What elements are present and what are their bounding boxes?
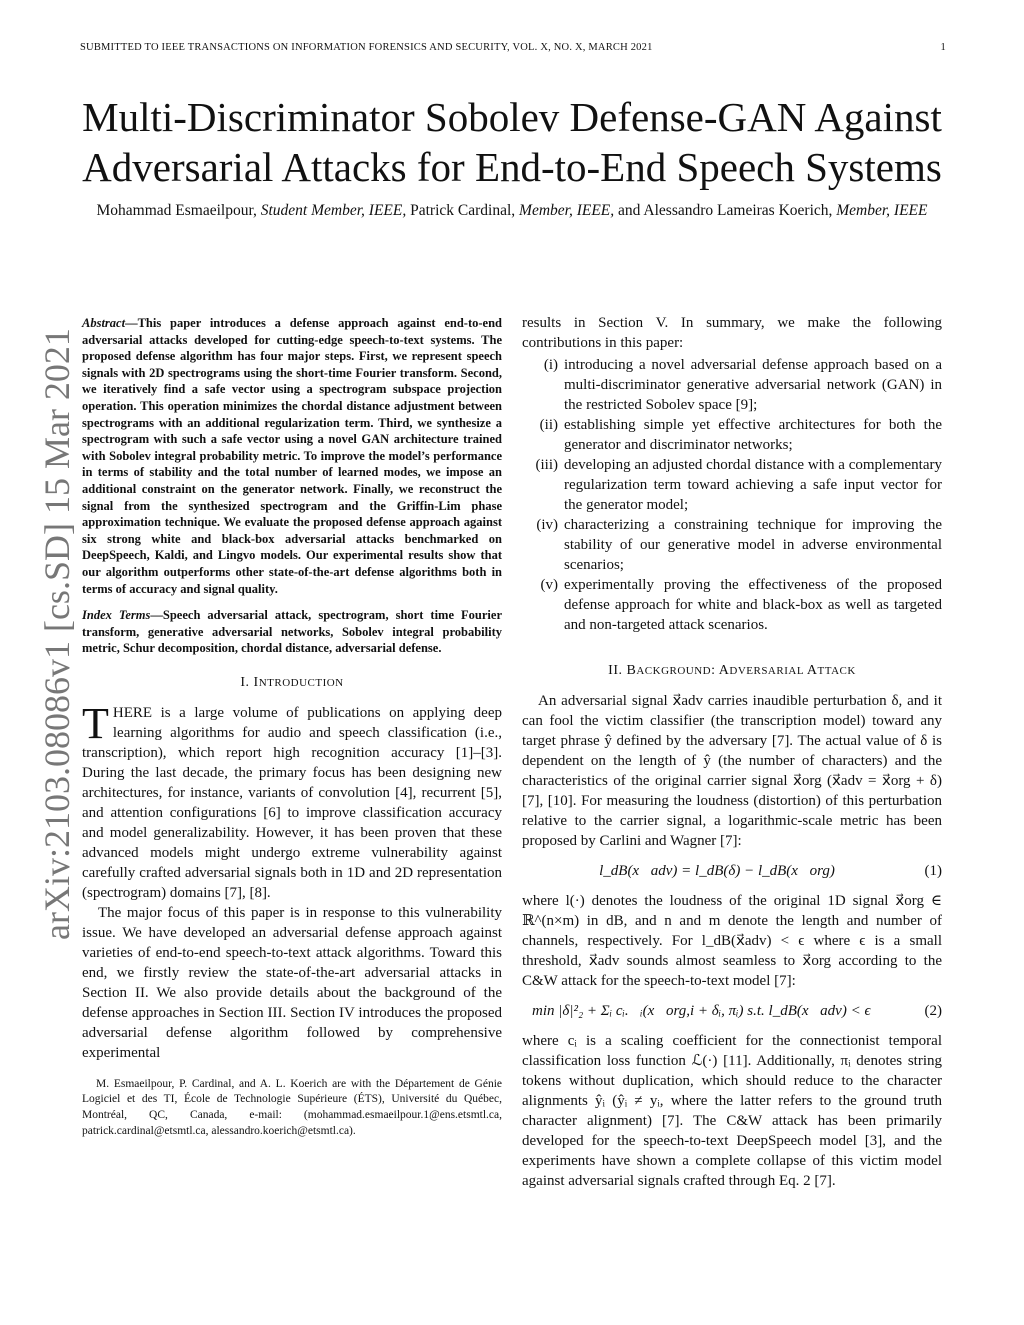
background-paragraph-2: where l(·) denotes the loudness of the original 1D signal x⃗org ∈ ℝ^(n×m) in dB, and n and m denote the length and number of channels, respectively. For l_dB(x⃗adv) < ϵ where ϵ is a small threshold, x⃗adv sounds almost seamless to x⃗org according to the C&W attack for the speech-to-text model [7]: xyxy=(522,893,942,989)
section-cap: B xyxy=(626,663,637,678)
index-terms xyxy=(82,607,502,657)
title-line-1: Multi-Discriminator Sobolev Defense-GAN Against xyxy=(82,94,942,140)
equation-body: l_dB(x⃗adv) = l_dB(δ) − l_dB(x⃗org) xyxy=(599,863,835,879)
section-cap: A xyxy=(806,663,818,678)
item-text: characterizing a constraining technique for improving the stability of our generative model in adverse environmental scenarios; xyxy=(564,517,942,573)
journal-line: SUBMITTED TO IEEE TRANSACTIONS ON INFORMATION FORENSICS AND SECURITY, VOL. X, NO. X, MARCH 2021 xyxy=(80,42,653,53)
section-rest: NTRODUCTION xyxy=(258,676,344,689)
item-text: introducing a novel adversarial defense approach based on a multi-discriminator generative adversarial network (GAN) in the restricted Sobolev space [9]; xyxy=(564,357,942,413)
left-column xyxy=(82,315,502,1139)
equation-body: min |δ|²₂ + Σᵢ cᵢ.ℒᵢ(x⃗org,i + δᵢ, πᵢ) s.t. l_dB(x⃗adv) < ϵ xyxy=(532,1003,871,1019)
item-number: (iii) xyxy=(535,457,558,473)
item-text: experimentally proving the effectiveness of the proposed defense approach for white and black-box as well as targeted and non-targeted attack scenarios. xyxy=(564,577,942,633)
drop-cap: T xyxy=(82,698,109,748)
section-cap: I xyxy=(253,674,259,690)
section-rest: DVERSARIAL xyxy=(729,665,807,677)
running-header xyxy=(80,42,946,53)
item-number: (v) xyxy=(540,577,558,593)
background-paragraph-1: An adversarial signal x⃗adv carries inaudible perturbation δ, and it can fool the victim classifier (the transcription model) toward any target phrase ŷ defined by the adversary [7]. The actual value of δ is dependent on the length of ŷ (the number of characters) and the characteristics of the original carrier signal x⃗org (x⃗adv = x⃗org + δ) [7], [10]. For measuring the loudness (distortion) of this perturbation relative to the carrier signal, a logarithmic-scale metric has been proposed by Carlini and Wagner [7]: xyxy=(522,693,942,849)
contrib-intro: results in Section V. In summary, we make the following contributions in this paper: xyxy=(522,315,942,351)
item-number: (iv) xyxy=(536,517,558,533)
item-text: developing an adjusted chordal distance with a complementary regularization term toward achieving a safe input vector for the generator model; xyxy=(564,457,942,513)
list-item xyxy=(522,355,942,415)
author-3-role: Member, IEEE xyxy=(836,202,928,219)
item-number: (ii) xyxy=(539,417,558,433)
section-heading-introduction xyxy=(82,673,502,693)
page-number: 1 xyxy=(940,42,946,53)
abstract-text: —This paper introduces a defense approach against end-to-end adversarial attacks developed for cutting-edge speech-to-text systems. The proposed defense algorithm has four major steps. First, we represent speech signals with 2D spectrograms using the short-time Fourier transform. Second, we iteratively find a safe vector using a spectrogram subspace projection operation. This operation minimizes the chordal distance adjustment between spectrograms with an additional regularization term. Third, we synthesize a spectrogram with such a safe vector using a novel GAN architecture trained with Sobolev integral probability metric. To improve the model’s performance in terms of stability and the total number of learned modes, we impose an additional constraint on the generator network. Finally, we reconstruct the signal from the synthesized spectrogram and the Griffin-Lim phase approximation technique. We evaluate the proposed defense approach against six strong white and black-box adversarial attacks benchmarked on DeepSpeech, Kaldi, and Lingvo models. Our experimental results show that our algorithm outperforms other state-of-the-art defense algorithms both in terms of accuracy and signal quality. xyxy=(82,316,502,596)
list-item xyxy=(522,515,942,575)
item-number: (i) xyxy=(543,357,558,373)
author-1: Mohammad Esmaeilpour, xyxy=(96,202,257,219)
section-sep: : xyxy=(711,663,719,678)
section-number: II. xyxy=(608,663,627,678)
section-rest: TTACK xyxy=(817,665,856,677)
title-line-2: Adversarial Attacks for End-to-End Speech Systems xyxy=(82,144,942,190)
contribution-list xyxy=(522,355,942,635)
index-terms-label: Index Terms xyxy=(82,608,151,623)
section-rest: ACKGROUND xyxy=(636,665,712,677)
intro-paragraph-2: The major focus of this paper is in response to this vulnerability issue. We have developed an adversarial defense approach against varieties of end-to-end speech-to-text attack algorithms. Toward this end, we firstly review the state-of-the-art adversarial attacks in Section II. We also provide details about the background of the defense approaches in Section III. Section IV introduces the proposed adversarial defense algorithm followed by comprehensive experimental xyxy=(82,904,502,1061)
author-list xyxy=(70,200,954,221)
equation-1 xyxy=(522,861,942,881)
list-item xyxy=(522,575,942,635)
paper-title xyxy=(60,92,964,192)
author-3: and Alessandro Lameiras Koerich, xyxy=(618,202,833,219)
list-item xyxy=(522,415,942,455)
equation-number: (2) xyxy=(924,1003,942,1019)
equation-number: (1) xyxy=(924,863,942,879)
item-text: establishing simple yet effective architectures for both the generator and discriminator networks; xyxy=(564,417,942,453)
abstract-label: Abstract xyxy=(82,316,126,330)
background-paragraph-3: where cᵢ is a scaling coefficient for the connectionist temporal classification loss function ℒ(·) [11]. Additionally, πᵢ denotes string tokens without duplication, which should reduce to the character alignments ŷᵢ (ŷᵢ ≠ yᵢ, where the latter refers to the ground truth character alignment) [7]. The C&W attack has been primarily developed for the speech-to-text DeepSpeech model [3], and the experiments have shown a complete collapse of this victim model against adversarial signals crafted through Eq. 2 [7]. xyxy=(522,1033,942,1189)
author-2-role: Member, IEEE, xyxy=(519,202,615,219)
intro-paragraph-1 xyxy=(82,698,502,903)
arxiv-id: arXiv:2103.08086v1 [cs.SD] 15 Mar 2021 xyxy=(37,328,77,940)
right-column xyxy=(522,313,942,1191)
author-2: Patrick Cardinal, xyxy=(410,202,516,219)
abstract xyxy=(82,315,502,597)
section-cap: A xyxy=(718,663,730,678)
equation-2 xyxy=(522,1001,942,1021)
arxiv-stamp xyxy=(36,328,80,940)
index-terms-text: —Speech adversarial attack, spectrogram, short time Fourier transform, generative adversarial networks, Sobolev integral probability metric, Schur decomposition, chordal distance, adversarial defense. xyxy=(82,608,502,656)
list-item xyxy=(522,455,942,515)
author-1-role: Student Member, IEEE, xyxy=(260,202,407,219)
section-number: I. xyxy=(240,674,254,690)
intro-p1-text: HERE is a large volume of publications on applying deep learning algorithms for audio and speech classification (i.e., transcription), which report high recognition accuracy [1]–[3]. During the last decade, the primary focus has been designing new architectures, for instance, variants of convolution [4], recurrent [5], and attention configurations [6] to improve classification accuracy and model generalizability. However, it has been proven that these advanced models might undergo extreme vulnerability against carefully crafted adversarial signals both in 1D and 2D representation (spectrogram) domains [7], [8]. xyxy=(82,704,502,901)
affiliation-footnote: M. Esmaeilpour, P. Cardinal, and A. L. Koerich are with the Département de Génie Logiciel et des TI, École de Technologie Supérieure (ÉTS), Université du Québec, Montréal, QC, Canada, e-mail: (mohammad.esmaeilpour.1@ens.etsmtl.ca, patrick.cardinal@etsmtl.ca, alessandro.koerich@etsmtl.ca). xyxy=(82,1077,502,1137)
section-heading-background xyxy=(522,661,942,681)
